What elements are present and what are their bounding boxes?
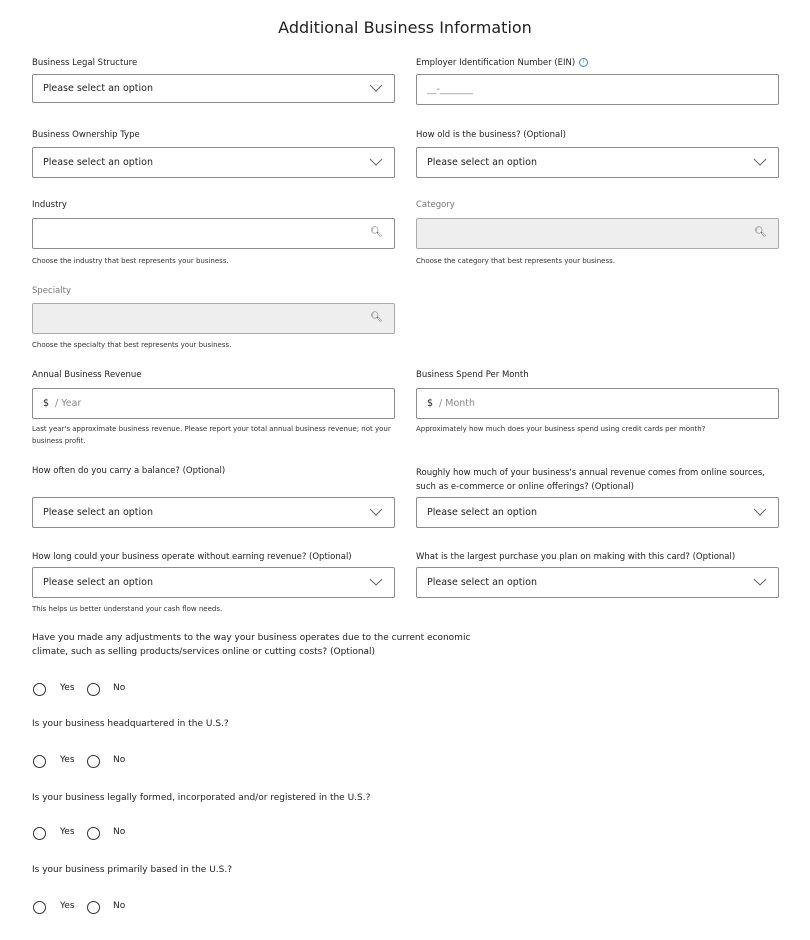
revenue-label: Annual Business Revenue: [32, 370, 142, 380]
online-label: Roughly how much of your business's annual revenue comes from online sources, such as e-commerce or online offerings? (Optional): [416, 468, 766, 492]
question-primarily-based: Is your business primarily based in the U.S.?: [32, 865, 232, 875]
purchase-label: What is the largest purchase you plan on making with this card? (Optional): [416, 552, 736, 562]
search-icon: 🔍︎: [370, 312, 383, 323]
category-help: Choose the category that best represents your business.: [416, 257, 615, 265]
online-value: Please select an option: [427, 507, 537, 518]
ownership-value: Please select an option: [43, 157, 153, 168]
radio-yes-label[interactable]: Yes: [60, 755, 75, 765]
radio-yes-label[interactable]: Yes: [60, 827, 75, 837]
operate-help: This helps us better understand your cash flow needs.: [32, 605, 223, 613]
legal-structure-select[interactable]: [32, 74, 395, 103]
chevron-down-icon: [369, 157, 383, 167]
search-icon: 🔍︎: [370, 227, 383, 238]
question-adjustments: Have you made any adjustments to the way your business operates due to the current economic climate, such as selling products/services online or cutting costs? (Optional): [32, 633, 471, 657]
chevron-down-icon: [369, 507, 383, 517]
spend-help: Approximately how much does your business spend using credit cards per month?: [416, 425, 706, 433]
spend-label: Business Spend Per Month: [416, 370, 529, 380]
industry-label: Industry: [32, 200, 67, 210]
chevron-down-icon: [753, 577, 767, 587]
spend-input[interactable]: [416, 388, 779, 419]
age-label: How old is the business? (Optional): [416, 130, 566, 140]
operate-value: Please select an option: [43, 577, 153, 588]
legal-structure-value: Please select an option: [43, 83, 153, 94]
question-headquartered: Is your business headquartered in the U.S.?: [32, 719, 229, 729]
specialty-help: Choose the specialty that best represents your business.: [32, 341, 232, 349]
radio-no-label[interactable]: No: [113, 683, 126, 693]
dollar-prefix: $: [43, 398, 50, 409]
operate-label: How long could your business operate without earning revenue? (Optional): [32, 552, 352, 562]
radio-no[interactable]: [87, 901, 100, 914]
dollar-prefix: $: [427, 398, 434, 409]
revenue-placeholder: / Year: [55, 398, 82, 409]
industry-input[interactable]: [32, 218, 395, 249]
operate-select[interactable]: [32, 567, 395, 598]
ein-input[interactable]: [416, 74, 779, 105]
radio-no[interactable]: [87, 683, 100, 696]
spend-placeholder: / Month: [439, 398, 476, 409]
question-legally-formed: Is your business legally formed, incorporated and/or registered in the U.S.?: [32, 793, 371, 803]
radio-yes[interactable]: [33, 901, 46, 914]
radio-no[interactable]: [87, 827, 100, 840]
age-select[interactable]: [416, 147, 779, 178]
radio-yes[interactable]: [33, 683, 46, 696]
balance-label: How often do you carry a balance? (Optional): [32, 466, 226, 476]
industry-help: Choose the industry that best represents your business.: [32, 257, 229, 265]
specialty-label: Specialty: [32, 286, 71, 296]
online-select[interactable]: [416, 497, 779, 528]
purchase-value: Please select an option: [427, 577, 537, 588]
radio-yes-label[interactable]: Yes: [60, 901, 75, 911]
revenue-input[interactable]: [32, 388, 395, 419]
radio-no-label[interactable]: No: [113, 755, 126, 765]
chevron-down-icon: [369, 577, 383, 587]
chevron-down-icon: [753, 157, 767, 167]
specialty-input[interactable]: [32, 303, 395, 334]
age-value: Please select an option: [427, 157, 537, 168]
radio-no[interactable]: [87, 755, 100, 768]
legal-structure-label: Business Legal Structure: [32, 58, 138, 68]
category-label: Category: [416, 200, 455, 210]
radio-yes[interactable]: [33, 755, 46, 768]
radio-no-label[interactable]: No: [113, 901, 126, 911]
info-icon[interactable]: i: [579, 58, 588, 67]
balance-select[interactable]: [32, 497, 395, 528]
radio-no-label[interactable]: No: [113, 827, 126, 837]
revenue-help: Last year's approximate business revenue. Please report your total annual business revenue; not your business profit.: [32, 425, 391, 445]
search-icon: 🔍︎: [754, 227, 767, 238]
radio-yes[interactable]: [33, 827, 46, 840]
purchase-select[interactable]: [416, 567, 779, 598]
ownership-select[interactable]: [32, 147, 395, 178]
ownership-label: Business Ownership Type: [32, 130, 140, 140]
radio-yes-label[interactable]: Yes: [60, 683, 75, 693]
ein-label-text: Employer Identification Number (EIN): [416, 58, 576, 68]
balance-value: Please select an option: [43, 507, 153, 518]
category-input[interactable]: [416, 218, 779, 249]
ein-label: [416, 58, 588, 68]
ein-placeholder: __-_______: [427, 84, 474, 95]
page-title: Additional Business Information: [278, 18, 532, 37]
chevron-down-icon: [369, 83, 383, 93]
chevron-down-icon: [753, 507, 767, 517]
